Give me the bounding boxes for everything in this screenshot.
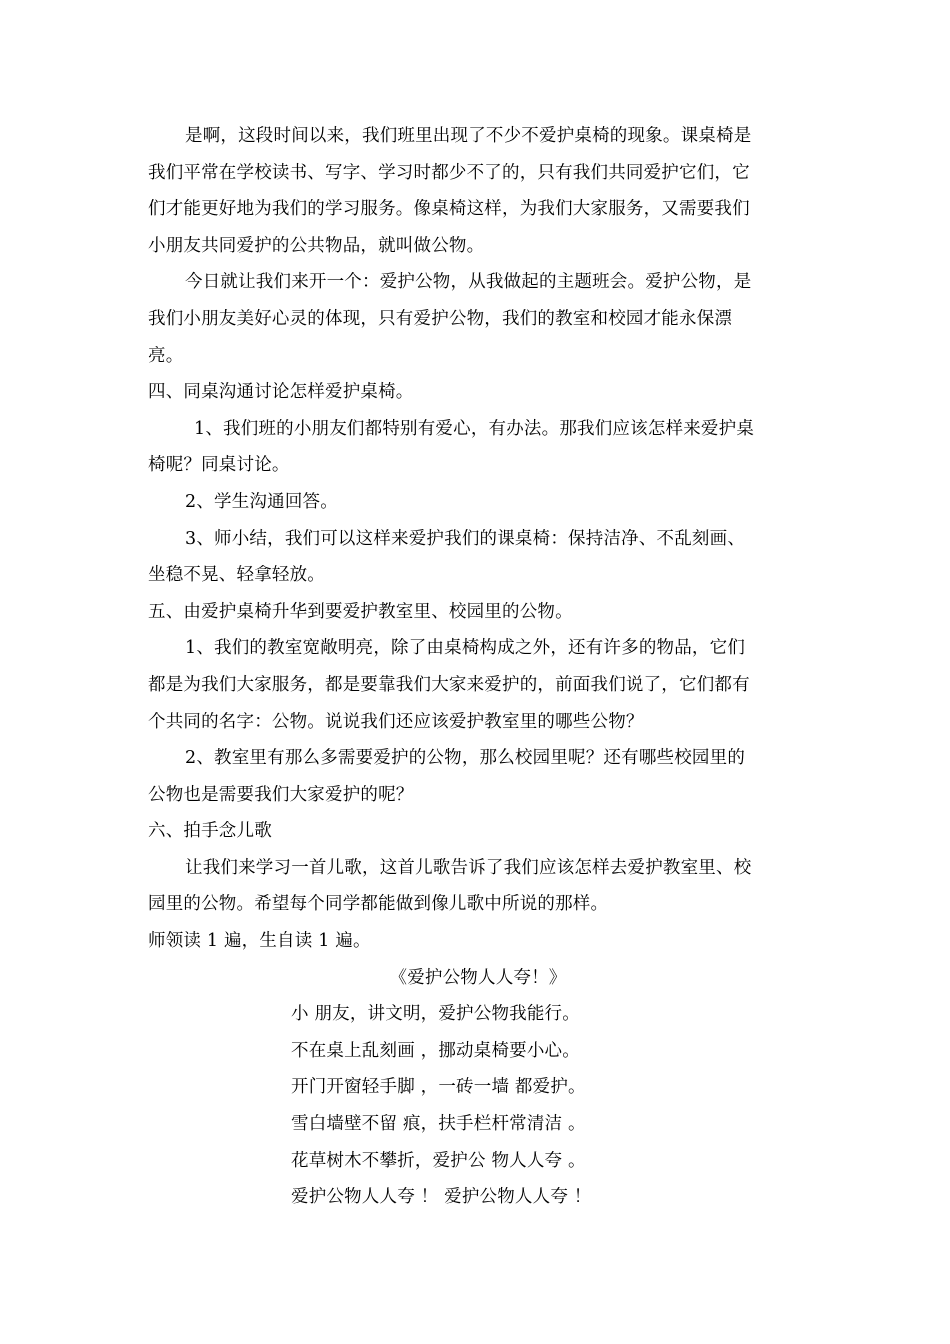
paragraph-line: 我们平常在学校读书、写字、学习时都少不了的，只有我们共同爱护它们，它 [148, 162, 750, 183]
paragraph-line: 小朋友共同爱护的公共物品，就叫做公物。 [148, 235, 485, 256]
poem-line: 雪白墙壁不留 痕，扶手栏杆常清洁 。 [291, 1114, 586, 1135]
paragraph-line: 2、学生沟通回答。 [185, 491, 338, 512]
paragraph-line: 园里的公物。希望每个同学都能做到像儿歌中所说的那样。 [148, 894, 609, 915]
paragraph-line: 1、我们班的小朋友们都特别有爱心，有办法。那我们应该怎样来爱护桌 [194, 418, 755, 439]
paragraph-line: 今日就让我们来开一个：爱护公物，从我做起的主题班会。爱护公物，是 [185, 272, 752, 293]
poem-line: 花草树木不攀折，爱护公 物人人夸 。 [291, 1150, 586, 1171]
document-body [148, 118, 808, 1216]
paragraph-line: 让我们来学习一首儿歌，这首儿歌告诉了我们应该怎样去爱护教室里、校 [185, 857, 752, 878]
paragraph-line: 3、师小结，我们可以这样来爱护我们的课桌椅：保持洁净、不乱刻画、 [185, 528, 746, 549]
paragraph-line: 椅呢？同桌讨论。 [148, 455, 290, 476]
poem-line: 开门开窗轻手脚 ，一砖一墙 都爱护。 [291, 1077, 586, 1098]
section-heading: 四、同桌沟通讨论怎样爱护桌椅。 [148, 382, 414, 403]
paragraph-line: 个共同的名字：公物。说说我们还应该爱护教室里的哪些公物？ [148, 711, 644, 732]
poem-line: 不在桌上乱刻画 ，挪动桌椅要小心。 [291, 1040, 580, 1061]
paragraph-line: 公物也是需要我们大家爱护的呢？ [148, 784, 414, 805]
poem-line: 小 朋友，讲文明，爱护公物我能行。 [291, 1004, 580, 1025]
paragraph-line: 都是为我们大家服务，都是要靠我们大家来爱护的，前面我们说了，它们都有 [148, 674, 750, 695]
paragraph-line: 2、教室里有那么多需要爱护的公物，那么校园里呢？还有哪些校园里的 [185, 748, 746, 769]
section-heading: 五、由爱护桌椅升华到要爱护教室里、校园里的公物。 [148, 601, 573, 622]
paragraph-line: 师领读 1 遍，生自读 1 遍。 [148, 931, 371, 952]
paragraph-line: 是啊，这段时间以来，我们班里出现了不少不爱护桌椅的现象。课桌椅是 [185, 126, 752, 146]
paragraph-line: 坐稳不晃、轻拿轻放。 [148, 565, 325, 586]
poem-line: 爱护公物人人夸 ！ 爱护公物人人夸 ！ [291, 1187, 592, 1208]
paragraph-line: 1、我们的教室宽敞明亮，除了由桌椅构成之外，还有许多的物品，它们 [185, 638, 746, 659]
paragraph-line: 们才能更好地为我们的学习服务。像桌椅这样，为我们大家服务，又需要我们 [148, 199, 750, 220]
poem-title: 《爱护公物人人夸！》 [389, 967, 567, 988]
paragraph-line: 我们小朋友美好心灵的体现，只有爱护公物，我们的教室和校园才能永保漂 [148, 308, 733, 329]
paragraph-line: 亮。 [148, 345, 184, 366]
section-heading: 六、拍手念儿歌 [148, 821, 272, 842]
